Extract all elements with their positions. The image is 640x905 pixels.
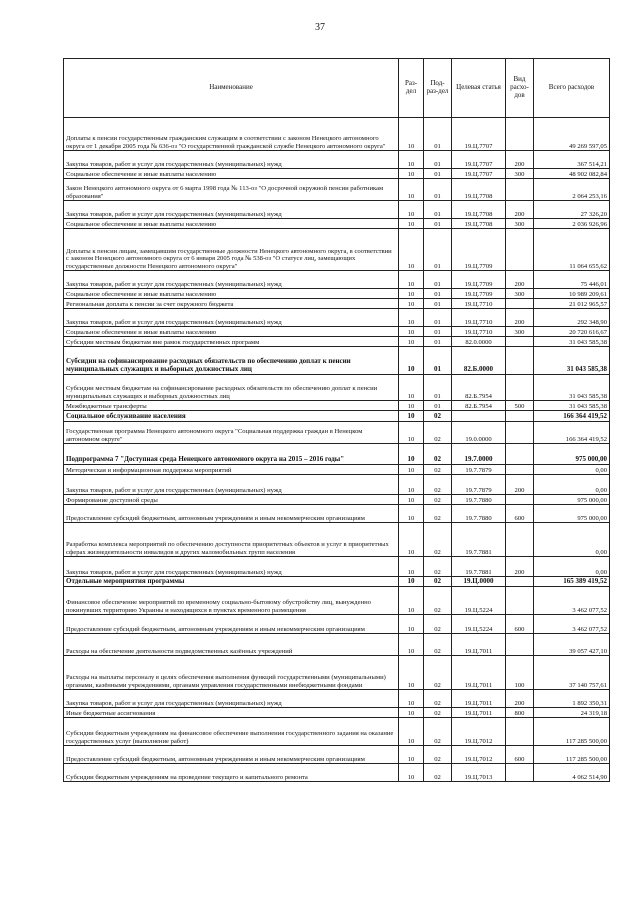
row-razdel: 10 <box>399 690 424 708</box>
row-target: 19.7.7880 <box>452 495 506 505</box>
row-kind <box>506 465 534 475</box>
row-target: 19.Ц.7011 <box>452 708 506 718</box>
table-row <box>64 656 610 690</box>
header-podrazdel: Под-раз-дел <box>424 59 452 118</box>
row-razdel: 10 <box>399 444 424 465</box>
header-name: Наименование <box>64 59 399 118</box>
row-kind: 200 <box>506 690 534 708</box>
table-row <box>64 577 610 587</box>
row-podrazdel: 02 <box>424 615 452 634</box>
row-total: 0,00 <box>534 465 610 475</box>
row-target: 19.Ц.5224 <box>452 615 506 634</box>
table-row <box>64 309 610 327</box>
row-razdel: 10 <box>399 708 424 718</box>
table-row <box>64 118 610 151</box>
table-row <box>64 169 610 179</box>
table-body <box>64 118 610 782</box>
header-target: Целевая статья <box>452 59 506 118</box>
row-razdel: 10 <box>399 495 424 505</box>
row-total: 27 326,20 <box>534 201 610 219</box>
row-razdel: 10 <box>399 337 424 347</box>
table-row <box>64 523 610 557</box>
row-razdel: 10 <box>399 656 424 690</box>
row-total: 10 989 209,61 <box>534 289 610 299</box>
row-target: 19.Ц.7709 <box>452 289 506 299</box>
row-target: 19.Ц.7707 <box>452 169 506 179</box>
table-row <box>64 299 610 309</box>
row-razdel: 10 <box>399 299 424 309</box>
table-row <box>64 179 610 201</box>
row-kind: 600 <box>506 615 534 634</box>
row-target: 19.7.7881 <box>452 557 506 577</box>
row-kind: 500 <box>506 401 534 411</box>
row-kind <box>506 299 534 309</box>
row-total: 165 389 419,52 <box>534 577 610 587</box>
row-name: Субсидии местным бюджетам на софинансирование расходных обязательств по обеспечению доплат к пенсии муниципальных служащих и выборных должностных лиц <box>64 375 399 401</box>
row-total: 975 000,00 <box>534 505 610 523</box>
row-kind <box>506 422 534 444</box>
row-podrazdel: 01 <box>424 309 452 327</box>
row-kind: 200 <box>506 271 534 289</box>
table-row <box>64 505 610 523</box>
row-target: 19.Ц.7707 <box>452 118 506 151</box>
row-name: Государственная программа Ненецкого автономного округа "Социальная поддержка граждан в Ненецком автономном округе" <box>64 422 399 444</box>
row-razdel: 10 <box>399 411 424 422</box>
table-row <box>64 151 610 169</box>
header-kind: Вид расхо-дов <box>506 59 534 118</box>
row-total: 367 514,21 <box>534 151 610 169</box>
row-kind: 300 <box>506 169 534 179</box>
row-razdel: 10 <box>399 229 424 271</box>
row-name: Отдельные мероприятия программы <box>64 577 399 587</box>
row-target: 19.Ц.7011 <box>452 634 506 656</box>
table-row <box>64 422 610 444</box>
row-podrazdel: 01 <box>424 169 452 179</box>
row-target: 19.Ц.7710 <box>452 309 506 327</box>
table-row <box>64 327 610 337</box>
row-target: 19.7.7879 <box>452 465 506 475</box>
row-podrazdel: 01 <box>424 375 452 401</box>
row-total: 31 043 585,38 <box>534 337 610 347</box>
row-kind <box>506 764 534 782</box>
row-target: 19.Ц.7013 <box>452 764 506 782</box>
row-total: 166 364 419,52 <box>534 411 610 422</box>
row-kind: 200 <box>506 151 534 169</box>
table-row <box>64 465 610 475</box>
row-kind <box>506 718 534 746</box>
row-kind: 600 <box>506 505 534 523</box>
row-kind: 300 <box>506 289 534 299</box>
row-razdel: 10 <box>399 718 424 746</box>
row-target: 19.Ц.7011 <box>452 656 506 690</box>
row-total: 31 043 585,38 <box>534 401 610 411</box>
row-kind: 200 <box>506 475 534 495</box>
row-razdel: 10 <box>399 422 424 444</box>
row-target: 19.Ц.7708 <box>452 179 506 201</box>
table-row <box>64 718 610 746</box>
row-name: Субсидии на софинансирование расходных обязательств по обеспечению доплат к пенсии муниципальных служащих и выборных должностных лиц <box>64 347 399 375</box>
row-kind <box>506 375 534 401</box>
row-name: Предоставление субсидий бюджетным, автономным учреждениям и иным некоммерческим организациям <box>64 615 399 634</box>
row-total: 11 064 655,62 <box>534 229 610 271</box>
row-total: 24 319,18 <box>534 708 610 718</box>
row-podrazdel: 01 <box>424 327 452 337</box>
table-row <box>64 444 610 465</box>
row-podrazdel: 01 <box>424 289 452 299</box>
row-target <box>452 411 506 422</box>
row-podrazdel: 02 <box>424 444 452 465</box>
row-name: Субсидии бюджетным учреждениям на финансовое обеспечение выполнения государственного задания на оказание государственных услуг (выполнение работ) <box>64 718 399 746</box>
row-name: Региональная доплата к пенсии за счет окружного бюджета <box>64 299 399 309</box>
row-name: Субсидии местным бюджетам вне рамок государственных программ <box>64 337 399 347</box>
row-podrazdel: 01 <box>424 271 452 289</box>
row-name: Закон Ненецкого автономного округа от 6 марта 1998 года № 113-оз "О досрочной окружной пенсии работникам образования" <box>64 179 399 201</box>
row-razdel: 10 <box>399 219 424 229</box>
row-podrazdel: 01 <box>424 229 452 271</box>
row-total: 117 285 500,00 <box>534 718 610 746</box>
row-target: 19.Ц.7709 <box>452 229 506 271</box>
row-kind <box>506 577 534 587</box>
row-kind <box>506 495 534 505</box>
row-razdel: 10 <box>399 347 424 375</box>
row-target: 19.7.7881 <box>452 523 506 557</box>
table-row <box>64 587 610 615</box>
row-total: 2 064 253,16 <box>534 179 610 201</box>
row-name: Закупка товаров, работ и услуг для государственных (муниципальных) нужд <box>64 475 399 495</box>
row-razdel: 10 <box>399 557 424 577</box>
row-total: 0,00 <box>534 557 610 577</box>
row-name: Закупка товаров, работ и услуг для государственных (муниципальных) нужд <box>64 309 399 327</box>
row-kind: 200 <box>506 557 534 577</box>
row-total: 37 140 757,61 <box>534 656 610 690</box>
row-target: 19.7.7880 <box>452 505 506 523</box>
row-target: 19.Ц.7710 <box>452 299 506 309</box>
row-name: Социальное обслуживание населения <box>64 411 399 422</box>
row-kind: 800 <box>506 708 534 718</box>
row-razdel: 10 <box>399 289 424 299</box>
row-podrazdel: 02 <box>424 505 452 523</box>
row-total: 975 000,00 <box>534 444 610 465</box>
row-podrazdel: 02 <box>424 557 452 577</box>
table-row <box>64 764 610 782</box>
row-name: Социальное обеспечение и иные выплаты населению <box>64 289 399 299</box>
table-row <box>64 615 610 634</box>
row-name: Межбюджетные трансферты <box>64 401 399 411</box>
row-total: 1 892 350,31 <box>534 690 610 708</box>
row-target: 82.Б.7954 <box>452 375 506 401</box>
row-total: 75 446,01 <box>534 271 610 289</box>
row-kind <box>506 444 534 465</box>
row-name: Субсидии бюджетным учреждениям на проведение текущего и капитального ремонта <box>64 764 399 782</box>
row-razdel: 10 <box>399 634 424 656</box>
row-podrazdel: 02 <box>424 523 452 557</box>
row-podrazdel: 01 <box>424 201 452 219</box>
table-row <box>64 347 610 375</box>
row-target: 19.7.0000 <box>452 444 506 465</box>
row-kind <box>506 179 534 201</box>
row-podrazdel: 01 <box>424 337 452 347</box>
row-razdel: 10 <box>399 375 424 401</box>
row-razdel: 10 <box>399 309 424 327</box>
row-razdel: 10 <box>399 475 424 495</box>
row-razdel: 10 <box>399 577 424 587</box>
row-total: 39 057 427,10 <box>534 634 610 656</box>
row-name: Подпрограмма 7 "Доступная среда Ненецкого автономного округа на 2015 – 2016 годы" <box>64 444 399 465</box>
row-razdel: 10 <box>399 401 424 411</box>
budget-table <box>63 58 610 782</box>
row-total: 0,00 <box>534 475 610 495</box>
row-podrazdel: 02 <box>424 422 452 444</box>
row-name: Закупка товаров, работ и услуг для государственных (муниципальных) нужд <box>64 557 399 577</box>
row-razdel: 10 <box>399 271 424 289</box>
row-total: 20 720 616,67 <box>534 327 610 337</box>
row-kind: 200 <box>506 309 534 327</box>
row-name: Закупка товаров, работ и услуг для государственных (муниципальных) нужд <box>64 271 399 289</box>
row-target: 19.Ц.7708 <box>452 219 506 229</box>
row-total: 2 036 926,96 <box>534 219 610 229</box>
row-podrazdel: 01 <box>424 118 452 151</box>
table-row <box>64 708 610 718</box>
table-row <box>64 557 610 577</box>
row-target: 19.Ц.7709 <box>452 271 506 289</box>
row-total: 21 012 965,57 <box>534 299 610 309</box>
row-name: Финансовое обеспечение мероприятий по временному социально-бытовому обустройству лиц, вынужденно покинувших территорию Украины и находящихся в пунктах временного размещения <box>64 587 399 615</box>
row-razdel: 10 <box>399 615 424 634</box>
row-podrazdel: 02 <box>424 475 452 495</box>
row-kind: 600 <box>506 746 534 764</box>
row-kind <box>506 118 534 151</box>
row-razdel: 10 <box>399 764 424 782</box>
row-podrazdel: 01 <box>424 347 452 375</box>
row-kind <box>506 587 534 615</box>
row-kind <box>506 411 534 422</box>
table-row <box>64 337 610 347</box>
row-name: Предоставление субсидий бюджетным, автономным учреждениям и иным некоммерческим организациям <box>64 505 399 523</box>
row-total: 3 462 077,52 <box>534 587 610 615</box>
table-row <box>64 201 610 219</box>
header-total: Всего расходов <box>534 59 610 118</box>
row-podrazdel: 02 <box>424 634 452 656</box>
table-row <box>64 401 610 411</box>
table-row <box>64 495 610 505</box>
table-row <box>64 746 610 764</box>
row-name: Социальное обеспечение и иные выплаты населению <box>64 219 399 229</box>
row-target: 19.Ц.7011 <box>452 690 506 708</box>
row-total: 166 364 419,52 <box>534 422 610 444</box>
row-target: 82.Б.7954 <box>452 401 506 411</box>
table-row <box>64 475 610 495</box>
row-kind: 300 <box>506 327 534 337</box>
row-kind <box>506 634 534 656</box>
row-podrazdel: 02 <box>424 708 452 718</box>
row-total: 0,00 <box>534 523 610 557</box>
table-row <box>64 229 610 271</box>
row-podrazdel: 02 <box>424 465 452 475</box>
table-row <box>64 219 610 229</box>
row-total: 48 902 082,84 <box>534 169 610 179</box>
row-name: Закупка товаров, работ и услуг для государственных (муниципальных) нужд <box>64 151 399 169</box>
row-podrazdel: 02 <box>424 411 452 422</box>
row-razdel: 10 <box>399 746 424 764</box>
row-kind <box>506 347 534 375</box>
row-razdel: 10 <box>399 327 424 337</box>
row-total: 292 348,90 <box>534 309 610 327</box>
row-podrazdel: 02 <box>424 718 452 746</box>
row-target: 19.Ц.0000 <box>452 577 506 587</box>
row-razdel: 10 <box>399 465 424 475</box>
table-row <box>64 690 610 708</box>
row-name: Социальное обеспечение и иные выплаты населению <box>64 169 399 179</box>
row-target: 82.Б.0000 <box>452 347 506 375</box>
row-name: Иные бюджетные ассигнования <box>64 708 399 718</box>
row-podrazdel: 01 <box>424 219 452 229</box>
row-total: 117 285 500,00 <box>534 746 610 764</box>
row-podrazdel: 01 <box>424 151 452 169</box>
row-target: 19.Ц.7012 <box>452 718 506 746</box>
row-podrazdel: 02 <box>424 690 452 708</box>
row-target: 19.7.7879 <box>452 475 506 495</box>
row-name: Разработка комплекса мероприятий по обеспечению доступности приоритетных объектов и услуг в приоритетных сферах жизнедеятельности инвалидов и других маломобильных групп населения <box>64 523 399 557</box>
row-target: 19.Ц.7707 <box>452 151 506 169</box>
row-razdel: 10 <box>399 587 424 615</box>
row-name: Расходы на обеспечение деятельности подведомственных казённых учреждений <box>64 634 399 656</box>
row-razdel: 10 <box>399 151 424 169</box>
row-name: Предоставление субсидий бюджетным, автономным учреждениям и иным некоммерческим организациям <box>64 746 399 764</box>
row-kind <box>506 229 534 271</box>
header-razdel: Раз-дел <box>399 59 424 118</box>
row-podrazdel: 01 <box>424 299 452 309</box>
row-name: Социальное обеспечение и иные выплаты населению <box>64 327 399 337</box>
row-razdel: 10 <box>399 118 424 151</box>
row-kind <box>506 523 534 557</box>
row-name: Закупка товаров, работ и услуг для государственных (муниципальных) нужд <box>64 201 399 219</box>
row-podrazdel: 02 <box>424 656 452 690</box>
row-name: Закупка товаров, работ и услуг для государственных (муниципальных) нужд <box>64 690 399 708</box>
row-total: 975 000,00 <box>534 495 610 505</box>
row-target: 19.Ц.7708 <box>452 201 506 219</box>
row-kind: 200 <box>506 201 534 219</box>
row-name: Доплаты к пенсии лицам, замещавшим государственные должности Ненецкого автономного округа, в соответствии с законом Ненецкого автономного округа от 6 января 2005 года № 538-оз "О статусе лиц, замещающих государственные должности Ненецкого автономного округа" <box>64 229 399 271</box>
row-podrazdel: 02 <box>424 746 452 764</box>
row-target: 19.Ц.7710 <box>452 327 506 337</box>
row-podrazdel: 02 <box>424 587 452 615</box>
table-row <box>64 411 610 422</box>
table-row <box>64 289 610 299</box>
table-header-row <box>64 59 610 118</box>
row-kind <box>506 337 534 347</box>
row-razdel: 10 <box>399 505 424 523</box>
row-target: 19.0.0000 <box>452 422 506 444</box>
table-row <box>64 634 610 656</box>
row-kind: 300 <box>506 219 534 229</box>
row-name: Методическая и информационная поддержка мероприятий <box>64 465 399 475</box>
page-number: 37 <box>315 22 325 33</box>
row-target: 19.Ц.5224 <box>452 587 506 615</box>
row-total: 4 062 514,90 <box>534 764 610 782</box>
row-total: 31 043 585,38 <box>534 347 610 375</box>
row-podrazdel: 02 <box>424 764 452 782</box>
row-podrazdel: 01 <box>424 179 452 201</box>
row-name: Расходы на выплаты персоналу в целях обеспечения выполнения функций государственными (муниципальными) органами, казёнными учреждениями, органами управления государственными внебюджетными фондами <box>64 656 399 690</box>
row-total: 49 269 597,05 <box>534 118 610 151</box>
row-total: 31 043 585,38 <box>534 375 610 401</box>
row-target: 82.0.0000 <box>452 337 506 347</box>
row-razdel: 10 <box>399 169 424 179</box>
table-row <box>64 375 610 401</box>
row-podrazdel: 01 <box>424 401 452 411</box>
row-razdel: 10 <box>399 201 424 219</box>
row-podrazdel: 02 <box>424 577 452 587</box>
row-kind: 100 <box>506 656 534 690</box>
row-total: 3 462 077,52 <box>534 615 610 634</box>
row-target: 19.Ц.7012 <box>452 746 506 764</box>
row-podrazdel: 02 <box>424 495 452 505</box>
row-name: Доплаты к пенсии государственным гражданским служащим в соответствии с законом Ненецкого автономного округа от 1 декабря 2005 года № 636-оз "О государственной гражданской службе Ненецкого автономного округа" <box>64 118 399 151</box>
row-razdel: 10 <box>399 179 424 201</box>
row-razdel: 10 <box>399 523 424 557</box>
row-name: Формирование доступной среды <box>64 495 399 505</box>
table-row <box>64 271 610 289</box>
